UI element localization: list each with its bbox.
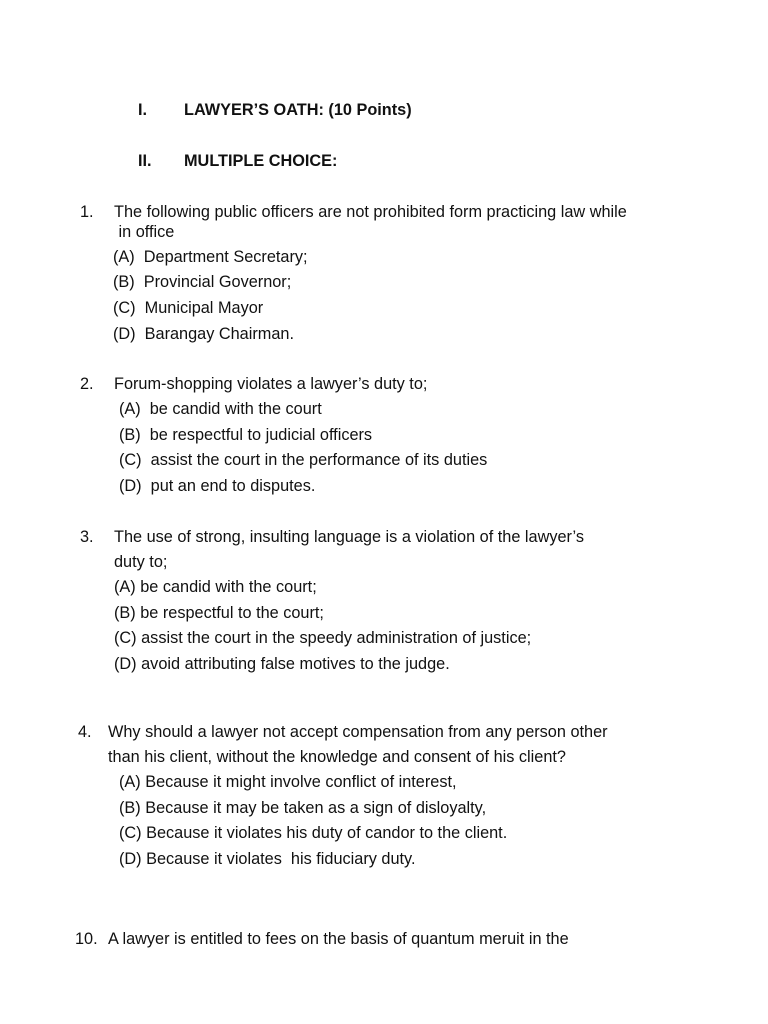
section-title: MULTIPLE CHOICE:	[184, 152, 338, 170]
answer-option: (D) avoid attributing false motives to the judge.	[114, 655, 450, 673]
section-title: LAWYER’S OATH: (10 Points)	[184, 101, 412, 119]
answer-option: (A) Because it might involve conflict of interest,	[119, 773, 457, 791]
answer-option: (D) put an end to disputes.	[119, 477, 316, 495]
answer-option: (C) assist the court in the performance of its duties	[119, 451, 488, 469]
answer-option: (B) be respectful to the court;	[114, 604, 324, 622]
question-number: 2.	[80, 375, 94, 393]
answer-option: (C) assist the court in the speedy administration of justice;	[114, 629, 532, 647]
question-text: than his client, without the knowledge and consent of his client?	[108, 748, 566, 766]
question-text: The following public officers are not prohibited form practicing law while	[114, 203, 627, 221]
question-number: 10.	[75, 930, 98, 948]
question-text: Forum-shopping violates a lawyer’s duty to;	[114, 375, 428, 393]
question-text: A lawyer is entitled to fees on the basis of quantum meruit in the	[108, 930, 569, 948]
answer-option: (A) be candid with the court;	[114, 578, 317, 596]
answer-option: (B) Because it may be taken as a sign of disloyalty,	[119, 799, 487, 817]
question-text: The use of strong, insulting language is a violation of the lawyer’s	[114, 528, 585, 546]
question-text: in office	[114, 223, 175, 241]
answer-option: (C) Municipal Mayor	[113, 299, 264, 317]
answer-option: (A) be candid with the court	[119, 400, 322, 418]
answer-option: (D) Because it violates his fiduciary duty.	[119, 850, 416, 868]
answer-option: (D) Barangay Chairman.	[113, 325, 294, 343]
answer-option: (B) be respectful to judicial officers	[119, 426, 373, 444]
answer-option: (A) Department Secretary;	[113, 248, 308, 266]
question-text: Why should a lawyer not accept compensation from any person other	[108, 723, 608, 741]
question-number: 4.	[78, 723, 92, 741]
section-numeral: I.	[138, 101, 148, 119]
question-number: 3.	[80, 528, 94, 546]
question-number: 1.	[80, 203, 94, 221]
answer-option: (C) Because it violates his duty of candor to the client.	[119, 824, 508, 842]
section-numeral: II.	[138, 152, 152, 170]
answer-option: (B) Provincial Governor;	[113, 273, 292, 291]
question-text: duty to;	[114, 553, 168, 571]
